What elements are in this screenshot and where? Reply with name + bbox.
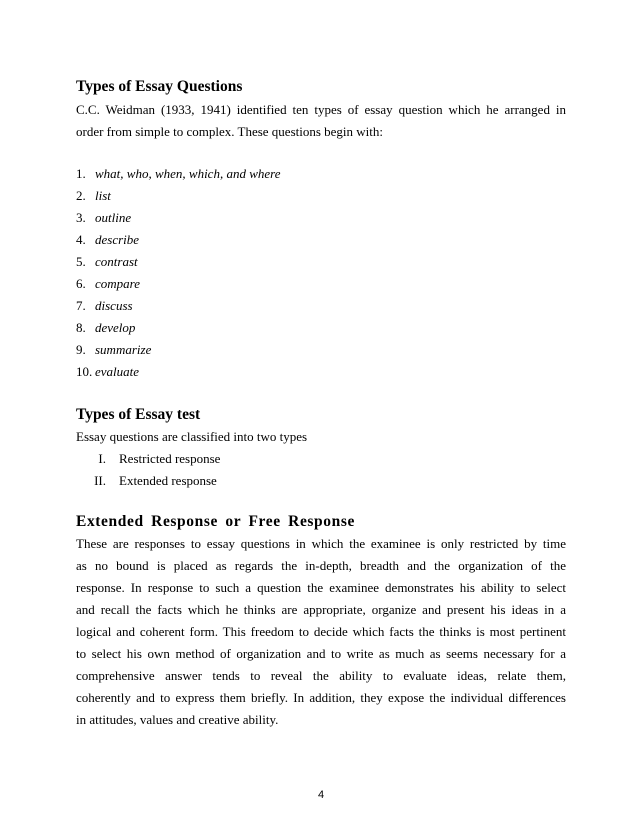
list-text: list [95,188,111,203]
extended-response-paragraph [76,533,566,731]
list-text: contrast [95,254,138,269]
list-text: develop [95,320,136,335]
list-number: 2. [76,188,86,203]
list-text: discuss [95,298,133,313]
list-number: 4. [76,232,86,247]
list-number: 10. [76,364,93,379]
heading-types-of-essay-questions: Types of Essay Questions [76,78,243,95]
paragraph-line: logical and coherent form. This freedom to decide which facts the thinks is most pertinent [76,624,566,639]
list-item [76,317,281,339]
list-item [76,229,281,251]
list-item [76,185,281,207]
list-item [76,251,281,273]
paragraph-line: to select his own method of organization and to write as much as seems necessary for a [76,646,566,661]
list-number: 6. [76,276,86,291]
list-text: Restricted response [119,451,221,466]
list-item [76,361,281,383]
question-types-list [76,163,281,383]
list-number: 9. [76,342,86,357]
essay-types-list [76,448,220,492]
paragraph-line: and recall the facts which he thinks are appropriate, organize and present his ideas in a [76,602,566,617]
list-text: describe [95,232,140,247]
list-text: compare [95,276,141,291]
list-number: 5. [76,254,86,269]
list-item [76,339,281,361]
document-page [76,0,566,826]
page-number: 4 [317,789,325,801]
essay-types-intro: Essay questions are classified into two types [76,429,308,444]
paragraph-line: as no bound is placed as regards the in-depth, breadth and the organization of the [76,558,566,573]
list-text: summarize [95,342,152,357]
paragraph-line: in attitudes, values and creative ability. [76,712,279,727]
list-item [76,163,281,185]
paragraph-line: These are responses to essay questions in which the examinee is only restricted by time [76,536,566,551]
list-number: 8. [76,320,86,335]
paragraph-line: order from simple to complex. These questions begin with: [76,124,384,139]
list-item [76,448,220,470]
paragraph-line: comprehensive answer tends to reveal the ability to evaluate ideas, relate them, [76,668,566,683]
heading-extended-response: Extended Response or Free Response [76,513,355,530]
list-item [76,207,281,229]
list-text: what, who, when, which, and where [95,166,281,181]
list-item [76,273,281,295]
list-text: outline [95,210,132,225]
list-number: 3. [76,210,86,225]
paragraph-line: coherently and to express them briefly. In addition, they expose the individual differences [76,690,566,705]
roman-numeral: II. [94,473,106,488]
list-number: 1. [76,166,86,181]
roman-numeral: I. [98,451,106,466]
list-text: Extended response [119,473,217,488]
heading-types-of-essay-test: Types of Essay test [76,406,201,423]
paragraph-line: response. In response to such a question the examinee demonstrates his ability to select [76,580,566,595]
list-number: 7. [76,298,86,313]
weidman-paragraph [76,99,566,143]
paragraph-line: C.C. Weidman (1933, 1941) identified ten types of essay question which he arranged in [76,102,566,117]
list-item [76,295,281,317]
list-text: evaluate [95,364,140,379]
list-item [76,470,220,492]
